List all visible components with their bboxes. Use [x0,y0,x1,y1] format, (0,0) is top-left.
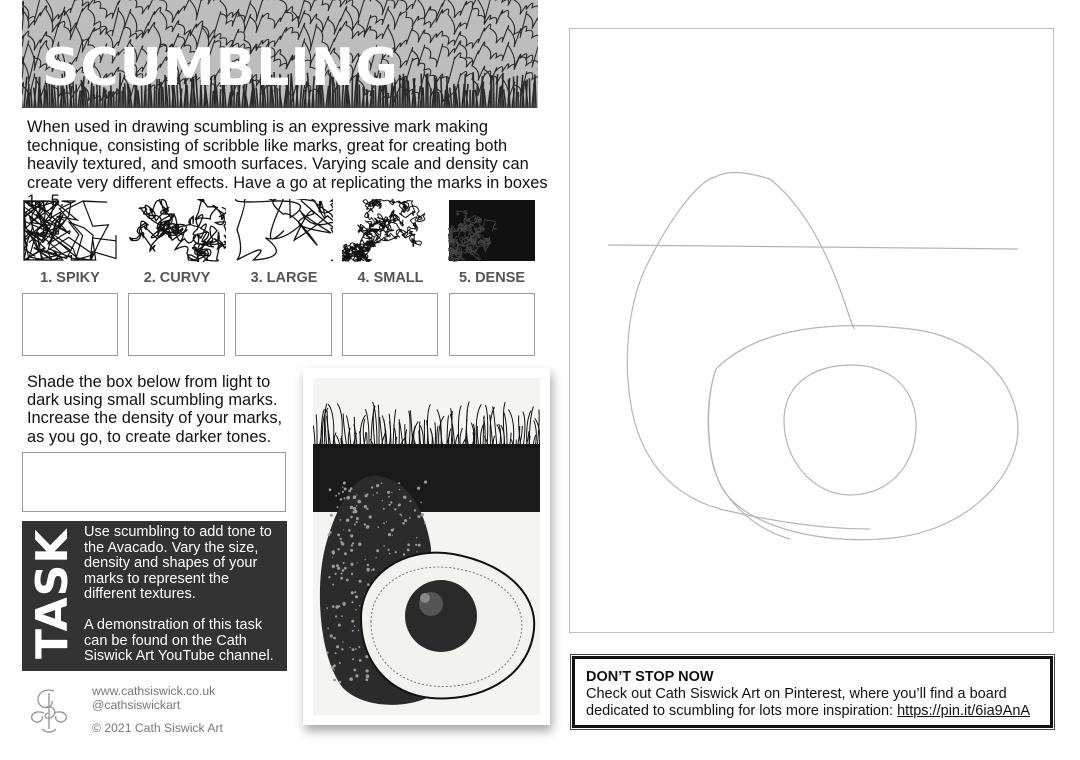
swatch-spiky [22,199,118,262]
task-paragraph-1: Use scumbling to add tone to the Avacado. Vary the size, density and shapes of your marks to represent the different textures. [84,524,272,602]
shade-practice-box[interactable] [22,452,286,512]
cta-body [586,686,1046,719]
drawing-area[interactable] [569,28,1054,633]
cta-box [572,656,1053,728]
swatch-label-large: 3. LARGE [250,270,318,286]
swatch-large [235,199,333,262]
shade-instructions: Shade the box below from light to dark using small scumbling marks. Increase the density of your marks, as you go, to create darker tones. [27,373,283,446]
task-panel [22,521,287,671]
swatch-curvy [128,199,226,262]
swatch-label-curvy: 2. CURVY [143,270,211,286]
swatch-small [342,199,439,262]
practice-box-2[interactable] [128,293,225,356]
pinterest-link[interactable]: https://pin.it/6ia9AnA [897,702,1031,719]
avocado-outline-drawing [570,29,1055,634]
task-heading: TASK [27,528,78,659]
task-text [84,525,282,665]
practice-box-3[interactable] [235,293,332,356]
footer-website[interactable]: www.cathsiswick.co.uk [92,684,216,698]
intro-text: When used in drawing scumbling is an expressive mark making technique, consisting of scribble like marks, great for creating both heavily textured, and smooth surfaces. Varying scale and density can create very different effects. Have a go at replicating the marks in boxes 1 - 5. [27,118,548,210]
practice-box-5[interactable] [449,293,535,356]
practice-box-1[interactable] [22,293,118,356]
demo-photo [303,368,550,725]
swatch-dense [448,199,536,262]
footer-handle[interactable]: @cathsiswickart [92,698,181,712]
practice-box-4[interactable] [342,293,438,356]
avocado-demo-drawing [313,378,540,715]
header-banner [22,0,538,108]
swatch-label-small: 4. SMALL [357,270,424,286]
footer-copyright: © 2021 Cath Siswick Art [92,721,223,735]
cta-heading: DON’T STOP NOW [586,669,714,685]
cs-monogram-logo-icon [24,683,74,735]
swatch-label-dense: 5. DENSE [458,270,526,286]
task-paragraph-2: A demonstration of this task can be found on the Cath Siswick Art YouTube channel. [84,617,274,664]
page-title: SCUMBLING [42,38,399,98]
swatch-label-spiky: 1. SPIKY [40,270,100,286]
cta-body-text: Check out Cath Siswick Art on Pinterest, where you’ll find a board dedicated to scumbling for lots more inspiration: [586,686,1007,719]
